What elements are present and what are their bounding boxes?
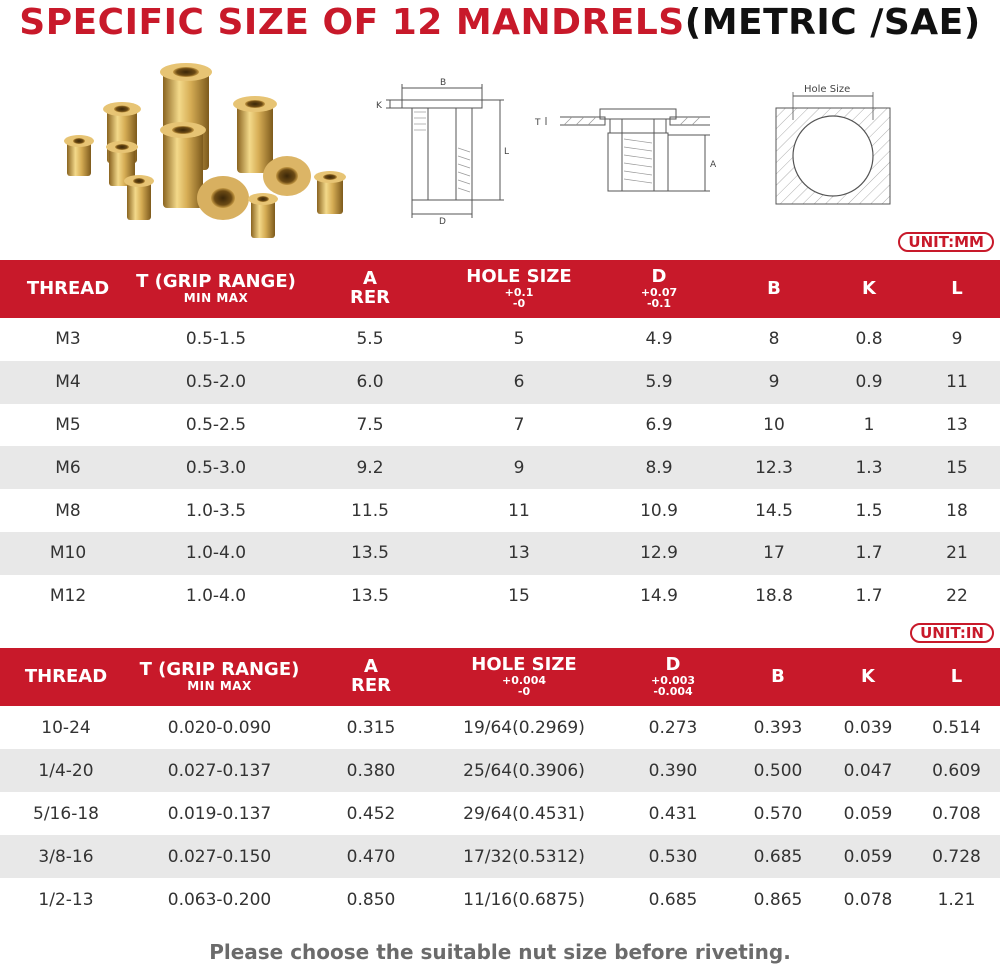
table-cell: M6: [0, 446, 136, 489]
table-cell: 6.9: [645, 414, 673, 435]
table-cell: 0.452: [346, 803, 396, 824]
unit-badge-in: UNIT:IN: [910, 623, 994, 643]
table-cell: 10.9: [640, 500, 678, 521]
label-k: K: [376, 101, 382, 111]
table-cell: 13.5: [351, 586, 389, 607]
table-row: [0, 318, 1000, 361]
table-cell: 0.063-0.200: [167, 889, 272, 910]
table-cell: 0.059: [823, 835, 913, 878]
table-cell: 1.7: [824, 532, 914, 575]
table-cell: 8.9: [594, 446, 724, 489]
sae-col-k: K: [823, 648, 913, 706]
table-cell: M12: [49, 586, 87, 607]
table-cell: 0.9: [824, 361, 914, 404]
label-a: A: [710, 160, 717, 170]
table-cell: 10-24: [41, 717, 91, 738]
table-cell: 14.5: [755, 500, 793, 521]
label-b: B: [440, 78, 447, 88]
table-cell: 9: [444, 446, 594, 489]
table-cell: 7: [513, 414, 525, 435]
table-cell: 0.500: [733, 749, 823, 792]
table-cell: M3: [55, 329, 81, 350]
page-title: [0, 2, 1000, 43]
table-cell: 0.039: [843, 717, 893, 738]
table-row: [0, 878, 1000, 921]
table-cell: 18.8: [755, 586, 793, 607]
table-cell: 0.020-0.090: [167, 717, 272, 738]
table-cell: M8: [55, 500, 81, 521]
table-cell: 11: [914, 361, 1000, 404]
table-cell: 13: [946, 414, 968, 435]
title-main: SPECIFIC SIZE OF 12 MANDRELS: [19, 2, 685, 43]
table-cell: 0.514: [932, 717, 981, 738]
label-t: T: [535, 118, 541, 128]
label-hole-size: Hole Size: [804, 84, 851, 95]
table-row: [0, 404, 1000, 447]
table-cell: 0.047: [823, 749, 913, 792]
table-cell: 0.078: [843, 889, 893, 910]
table-cell: 15: [508, 586, 530, 607]
sae-col-d: D +0.003 -0.004: [613, 648, 733, 706]
table-cell: 0.8: [855, 329, 883, 350]
table-cell: 12.3: [724, 446, 824, 489]
installed-section-diagram: [530, 95, 740, 205]
label-d: D: [439, 217, 446, 227]
metric-col-l: L: [914, 260, 1000, 318]
table-cell: 12.9: [594, 532, 724, 575]
table-cell: 11: [508, 500, 530, 521]
table-cell: 17/32(0.5312): [435, 835, 613, 878]
table-cell: 0.380: [307, 749, 435, 792]
table-cell: 6: [444, 361, 594, 404]
table-cell: 0.530: [613, 835, 733, 878]
table-cell: M10: [0, 532, 136, 575]
label-l: L: [504, 147, 510, 157]
table-cell: 1.0-3.5: [185, 500, 247, 521]
table-cell: 0.850: [346, 889, 396, 910]
sae-spec-table: [0, 648, 1000, 921]
table-cell: 5.9: [594, 361, 724, 404]
metric-header-row: [0, 260, 1000, 318]
table-cell: 0.059: [843, 803, 893, 824]
metric-spec-table: [0, 260, 1000, 618]
table-row: [0, 489, 1000, 532]
metric-col-thread: THREAD: [0, 260, 136, 318]
table-cell: 0.273: [648, 717, 698, 738]
table-cell: 1/2-13: [38, 889, 94, 910]
table-cell: 8: [768, 329, 780, 350]
table-cell: M5: [55, 414, 81, 435]
table-cell: 13: [444, 532, 594, 575]
table-cell: 10: [763, 414, 785, 435]
table-cell: 1.0-4.0: [185, 586, 247, 607]
table-cell: 0.390: [613, 749, 733, 792]
table-row: [0, 532, 1000, 575]
table-cell: 19/64(0.2969): [463, 717, 585, 738]
table-cell: 0.431: [648, 803, 698, 824]
metric-col-b: B: [724, 260, 824, 318]
table-cell: 0.5-2.0: [136, 361, 296, 404]
table-cell: 0.027-0.137: [132, 749, 307, 792]
sae-header-row: [0, 648, 1000, 706]
table-cell: 25/64(0.3906): [435, 749, 613, 792]
table-cell: 22: [946, 586, 968, 607]
sae-col-thread: THREAD: [0, 648, 132, 706]
rivet-nuts-photo: [55, 58, 355, 248]
table-row: [0, 706, 1000, 749]
table-cell: 0.470: [307, 835, 435, 878]
table-cell: 5.5: [356, 329, 384, 350]
table-cell: 1: [863, 414, 875, 435]
table-cell: 0.5-2.5: [185, 414, 247, 435]
table-row: [0, 575, 1000, 618]
table-cell: 1.5: [855, 500, 883, 521]
table-cell: 1.0-4.0: [136, 532, 296, 575]
sae-col-b: B: [733, 648, 823, 706]
table-cell: 1.7: [855, 586, 883, 607]
table-row: [0, 749, 1000, 792]
table-cell: 5/16-18: [33, 803, 99, 824]
table-cell: 0.5-3.0: [136, 446, 296, 489]
table-cell: 7.5: [356, 414, 384, 435]
table-row: [0, 446, 1000, 489]
metric-col-grip: T (GRIP RANGE) MIN MAX: [136, 260, 296, 318]
table-cell: 0.019-0.137: [167, 803, 272, 824]
sae-col-l: L: [913, 648, 1000, 706]
footer-note: Please choose the suitable nut size before riveting.: [209, 940, 791, 964]
metric-col-d: D +0.07 -0.1: [594, 260, 724, 318]
table-cell: 9: [724, 361, 824, 404]
table-cell: 1.3: [824, 446, 914, 489]
table-cell: 29/64(0.4531): [463, 803, 585, 824]
table-cell: 0.685: [648, 889, 698, 910]
table-cell: 6.0: [296, 361, 444, 404]
unit-badge-mm: UNIT:MM: [898, 232, 994, 252]
table-cell: 1.21: [937, 889, 976, 910]
table-row: [0, 792, 1000, 835]
title-units: (METRIC /SAE): [684, 2, 981, 43]
sae-col-hole: HOLE SIZE +0.004 -0: [435, 648, 613, 706]
table-cell: 0.393: [753, 717, 803, 738]
table-cell: 0.865: [753, 889, 803, 910]
table-row: [0, 361, 1000, 404]
metric-col-k: K: [824, 260, 914, 318]
table-cell: 0.609: [913, 749, 1000, 792]
table-cell: 0.027-0.150: [132, 835, 307, 878]
table-cell: 17: [724, 532, 824, 575]
sae-col-a: A RER: [307, 648, 435, 706]
table-cell: 1/4-20: [0, 749, 132, 792]
table-cell: 4.9: [645, 329, 673, 350]
table-cell: 5: [513, 329, 525, 350]
metric-col-hole: HOLE SIZE +0.1 -0: [444, 260, 594, 318]
metric-col-a: A RER: [296, 260, 444, 318]
rivet-nut-dimension-diagram: [370, 78, 520, 228]
table-cell: 15: [914, 446, 1000, 489]
table-cell: 18: [946, 500, 968, 521]
table-cell: 0.570: [753, 803, 803, 824]
table-cell: 0.708: [932, 803, 981, 824]
table-cell: 3/8-16: [0, 835, 132, 878]
table-cell: 9: [951, 329, 963, 350]
table-cell: 11.5: [351, 500, 389, 521]
table-cell: 14.9: [640, 586, 678, 607]
table-cell: 11/16(0.6875): [463, 889, 585, 910]
table-cell: 0.315: [346, 717, 396, 738]
table-cell: 13.5: [296, 532, 444, 575]
table-cell: 9.2: [296, 446, 444, 489]
sae-col-grip: T (GRIP RANGE) MIN MAX: [132, 648, 307, 706]
table-cell: 0.685: [733, 835, 823, 878]
table-cell: 21: [914, 532, 1000, 575]
table-cell: 0.728: [913, 835, 1000, 878]
table-cell: 0.5-1.5: [185, 329, 247, 350]
hole-size-diagram: [768, 80, 898, 210]
table-cell: M4: [0, 361, 136, 404]
table-row: [0, 835, 1000, 878]
